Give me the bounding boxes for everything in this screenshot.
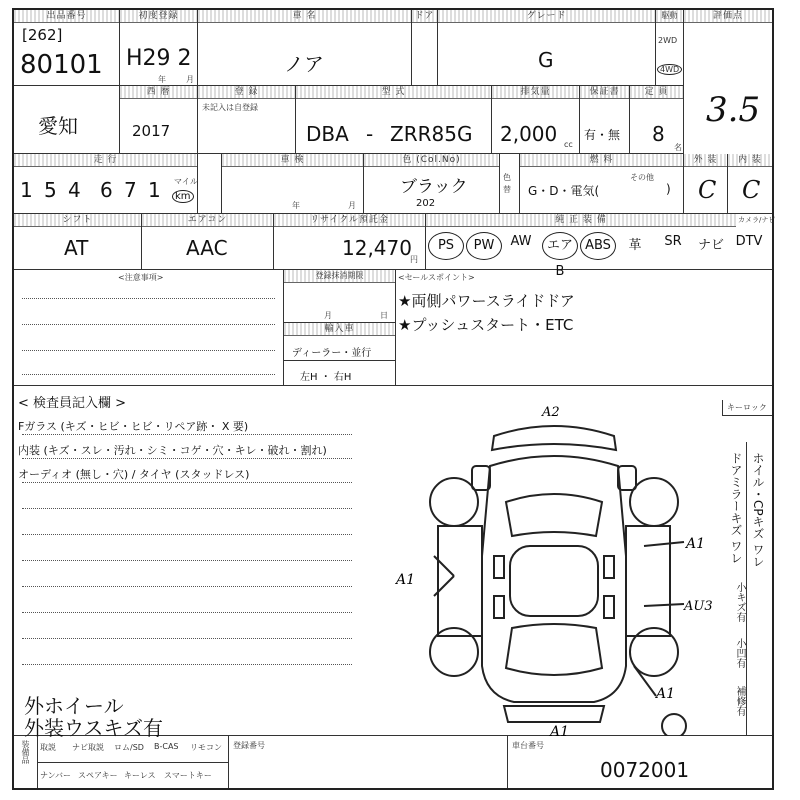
region-cell [14, 86, 120, 154]
reg-number-label: 登録番号 [233, 741, 265, 750]
door-cell [412, 10, 438, 86]
mileage-digit: 4 [68, 178, 81, 202]
legend-note-5: 補修有 [734, 686, 745, 716]
interior-label: 内 装 [728, 154, 772, 167]
fuel-close: ) [666, 182, 671, 196]
inspection-date-label: 車 検 [222, 154, 363, 167]
recycle-label: リサイクル預託金 [274, 214, 425, 227]
mileage-digit: 1 [148, 178, 161, 202]
drive-2wd: 2WD [658, 36, 678, 45]
shift-value: AT [64, 236, 89, 260]
equipment-cell [426, 214, 776, 279]
fuel-label: 燃 料 [520, 154, 683, 167]
footer-left-label-cell [14, 736, 38, 788]
legend-note-2: ドアミラーキズ ワレ [729, 452, 743, 564]
fuel-value: G・D・電気( [528, 184, 600, 198]
drive-4wd: 4WD [657, 64, 682, 75]
equipment-label: 純 正 装 備 [426, 214, 736, 227]
equip-aw: AW [510, 234, 532, 249]
import-label: 輸入車 [284, 323, 395, 336]
inspection-area [14, 386, 772, 740]
recycle-value: 12,470 [342, 236, 412, 260]
mark-a1-rear-right: A1 [656, 686, 676, 702]
ac-label: エアコン [142, 214, 273, 227]
capacity-value: 8 [652, 122, 665, 146]
equip-leather: 革 [628, 238, 642, 253]
mileage-digit: 5 [44, 178, 57, 202]
region-value: 愛知 [38, 114, 78, 138]
equip-navi: ナビ [697, 238, 724, 253]
registration-sub: 未記入は自登録 [202, 103, 258, 112]
score-cell [684, 10, 772, 162]
inspection-title: < 検査員記入欄 > [18, 396, 127, 411]
registration-label: 登 録 [198, 86, 295, 99]
caution-label: <注意事項> [118, 273, 164, 282]
footer-item: ナビ取説 [72, 743, 104, 752]
footer-left-label: 装備品 [21, 740, 30, 764]
ac-value: AAC [186, 236, 228, 260]
color-code: 202 [416, 198, 436, 209]
ac-cell [142, 214, 274, 270]
legend-note-3: 小キズ有 [734, 582, 745, 622]
expiry-month: 月 [324, 311, 332, 320]
sales-point-2: ★プッシュスタート・ETC [398, 316, 574, 334]
expiry-label: 登録抹消期限 [284, 270, 395, 283]
s-cell [198, 154, 222, 214]
equip-ps: PS [428, 232, 464, 260]
mileage-digit: 6 [100, 178, 113, 202]
chassis-label: 車台番号 [512, 741, 544, 750]
footer-item: B-CAS [154, 742, 179, 751]
footer-items [38, 736, 228, 788]
warranty-label: 保証書 [580, 86, 629, 99]
fuel-other: その他 [630, 173, 654, 182]
lot-label: 出品番号 [14, 10, 119, 23]
expiry-area [284, 270, 396, 386]
first-reg-value: H29 2 [126, 46, 192, 71]
displacement-label: 排気量 [492, 86, 579, 99]
displacement-cell [492, 86, 580, 154]
exterior-value: C [698, 176, 717, 204]
color-name: ブラック [400, 177, 468, 197]
door-label: ドア [412, 10, 437, 23]
yen-label: 円 [410, 255, 418, 264]
warranty-cell [580, 86, 630, 154]
footer-item: スペアキー [78, 771, 118, 780]
handwritten-note-1: 外ホイール [24, 694, 124, 718]
chassis-cell [508, 736, 772, 788]
sales-area [396, 270, 772, 386]
exterior-cell [684, 154, 728, 214]
score-value: 3.5 [706, 90, 761, 130]
footer-item: キーレス [124, 771, 156, 780]
mark-a2: A2 [542, 406, 560, 420]
color-change-label: 色替 [503, 173, 511, 194]
handwritten-note-2: 外装ウスキズ有 [24, 716, 163, 740]
year-cell [120, 86, 198, 154]
fuel-cell [520, 154, 684, 214]
score-label: 評価点 [684, 10, 772, 23]
inspection-month: 月 [348, 201, 356, 210]
footer-item: ナンバー [40, 771, 72, 780]
mark-a1-left: A1 [396, 572, 416, 588]
sales-label: <セールスポイント> [398, 273, 475, 282]
steering-value: 左H ・ 右H [300, 372, 352, 383]
color-cell [364, 154, 500, 214]
interior-cell [728, 154, 772, 214]
color-change-cell [500, 154, 520, 214]
footer-item: 取説 [40, 743, 56, 752]
legend-note-1: ホイル・CPキズ ワレ [751, 452, 765, 568]
registration-cell [198, 86, 296, 154]
type-dash: - [366, 122, 374, 146]
inspection-year: 年 [292, 201, 300, 210]
model-label: 車 名 [198, 10, 411, 23]
drive-cell [656, 10, 684, 86]
mark-au3: AU3 [684, 599, 713, 614]
footer-item: スマートキー [164, 771, 212, 780]
color-label: 色 (Col.No) [364, 154, 499, 167]
equip-airbag: エアB [542, 232, 578, 260]
inspection-line-2: 内装 (キズ・スレ・汚れ・シミ・コゲ・穴・キレ・破れ・割れ) [18, 444, 327, 457]
capacity-label: 定 員 [630, 86, 683, 99]
reg-number-cell [228, 736, 508, 788]
interior-value: C [742, 176, 761, 204]
year-suffix: 年 [158, 75, 166, 84]
year-value: 2017 [132, 122, 171, 140]
model-cell [198, 10, 412, 86]
year-label: 西 暦 [120, 86, 197, 99]
car-damage-diagram [394, 406, 714, 736]
auction-sheet [12, 8, 774, 790]
unit-mile: マイル [174, 177, 198, 186]
equip-abs: ABS [580, 232, 616, 260]
inspection-line-1: Fガラス (キズ・ヒビ・ヒビ・リペア跡・ X 要) [18, 420, 249, 433]
displacement-value: 2,000 [500, 122, 558, 146]
type-cell [296, 86, 492, 154]
first-reg-label: 初度登録 [120, 10, 197, 23]
type-prefix: DBA [306, 122, 349, 146]
footer-item: ロム/SD [114, 743, 144, 752]
lot-cell [14, 10, 120, 86]
inspection-date-cell [222, 154, 364, 214]
chassis-value: 0072001 [600, 758, 690, 782]
exterior-label: 外 装 [684, 154, 727, 167]
caution-area [14, 270, 284, 386]
footer-item: リモコン [190, 743, 222, 752]
lot-number: 80101 [20, 50, 103, 80]
mileage-label: 走 行 [14, 154, 197, 167]
recycle-cell [274, 214, 426, 270]
mark-a1-right-front: A1 [686, 536, 706, 552]
legend-note-4: 小凹有 [734, 638, 745, 668]
warranty-value: 有・無 [584, 128, 621, 142]
model-name: ノア [284, 52, 324, 76]
inspection-line-3: オーディオ (無し・穴) / タイヤ (スタッドレス) [18, 468, 250, 481]
keylock-box [722, 400, 772, 416]
mileage-cell [14, 154, 198, 214]
mark-a1-rear: A1 [550, 724, 570, 736]
drive-label: 駆動 [656, 10, 683, 23]
sales-point-1: ★両側パワースライドドア [398, 292, 575, 310]
grade-cell [438, 10, 656, 86]
type-code: ZRR85G [390, 122, 473, 146]
cc-label: cc [564, 140, 573, 149]
mileage-digit: 1 [20, 178, 33, 202]
month-suffix: 月 [186, 75, 194, 84]
capacity-cell [630, 86, 684, 154]
shift-cell [14, 214, 142, 270]
equip-dtv: DTV [735, 234, 763, 249]
lot-bracket: [262] [22, 26, 63, 44]
expiry-day: 日 [380, 311, 388, 320]
grade-label: グレード [438, 10, 655, 23]
keylock-label: キーロック [727, 403, 767, 412]
unit-km: km [172, 190, 194, 203]
first-reg-cell [120, 10, 198, 86]
person-suffix: 名 [674, 143, 682, 152]
grade-value: G [538, 48, 554, 72]
shift-label: シフト [14, 214, 141, 227]
camera-label: カメラ/ナビ [738, 216, 776, 224]
import-value: ディーラー・並行 [292, 348, 372, 359]
type-label: 型 式 [296, 86, 491, 99]
mileage-digit: 7 [124, 178, 137, 202]
equip-sr: SR [664, 234, 682, 249]
equip-pw: PW [466, 232, 502, 260]
